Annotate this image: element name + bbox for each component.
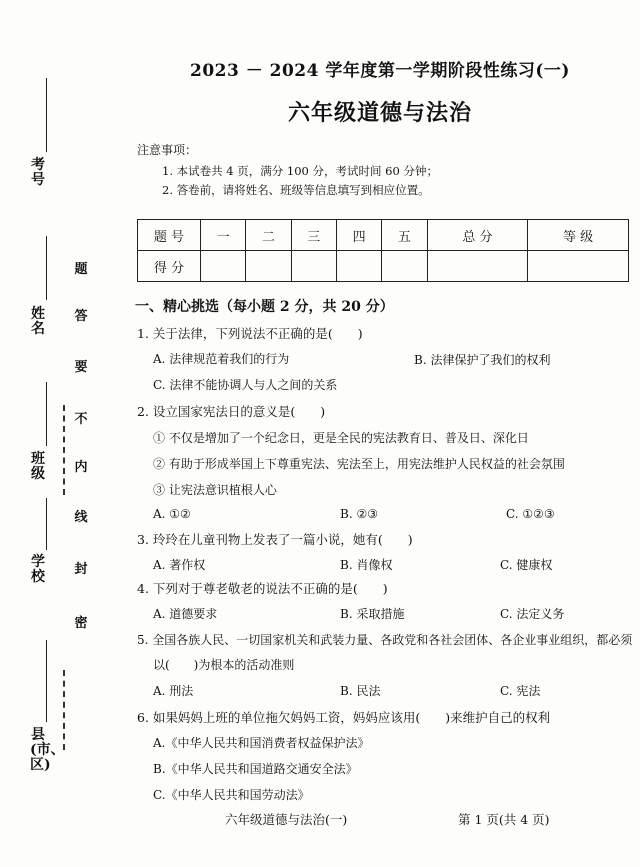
- score-cell[interactable]: [382, 251, 427, 282]
- exam-term-title: 2023 － 2024 学年度第一学期阶段性练习(一): [190, 61, 570, 81]
- q3-option-c: C. 健康权: [500, 558, 553, 572]
- score-cell[interactable]: [246, 251, 291, 282]
- score-header-cell: 四: [336, 220, 381, 251]
- seal-text: [73, 0, 89, 867]
- q2-option-b: B. ②③: [340, 507, 378, 521]
- q6-option-b: B.《中华人民共和国道路交通安全法》: [153, 762, 358, 776]
- exam-no-line: [46, 78, 47, 152]
- q1-option-a: A. 法律规范着我们的行为: [153, 352, 290, 366]
- name-label: 姓名: [31, 306, 45, 337]
- question-3: 3. 玲玲在儿童刊物上发表了一篇小说，她有( ): [137, 532, 413, 547]
- score-header-cell: 等 级: [528, 220, 629, 251]
- q4-option-b: B. 采取措施: [340, 607, 405, 621]
- q2-option-c: C. ①②③: [506, 507, 555, 521]
- notice-heading: 注意事项：: [137, 143, 198, 157]
- school-line: [46, 498, 47, 550]
- score-cell[interactable]: [291, 251, 336, 282]
- score-cell[interactable]: [201, 251, 246, 282]
- score-header-cell: 三: [291, 220, 336, 251]
- q5-option-c: C. 宪法: [500, 684, 541, 698]
- score-cell[interactable]: [336, 251, 381, 282]
- q2-statement-3: ③ 让宪法意识植根人心: [153, 483, 277, 497]
- q3-option-b: B. 肖像权: [340, 558, 393, 572]
- seal-dash-lower: [63, 670, 65, 750]
- seal-char: 题: [74, 262, 88, 277]
- score-header-cell: 总 分: [427, 220, 528, 251]
- school-label: 学校: [31, 554, 45, 585]
- q4-option-a: A. 道德要求: [153, 607, 218, 621]
- q2-statement-1: ① 不仅是增加了一个纪念日，更是全民的宪法教育日、普及日、深化日: [153, 431, 529, 445]
- question-5: 5. 全国各族人民、一切国家机关和武装力量、各政党和各社会团体、各企业事业组织，都必须: [137, 633, 633, 647]
- exam-no-label: 考号: [31, 157, 45, 188]
- q6-option-c: C.《中华人民共和国劳动法》: [153, 788, 310, 802]
- q2-statement-2: ② 有助于形成举国上下尊重宪法、宪法至上，用宪法维护人民权益的社会氛围: [153, 457, 565, 471]
- q2-option-a: A. ①②: [153, 507, 191, 521]
- question-2: 2. 设立国家宪法日的意义是( ): [137, 404, 326, 419]
- score-header-cell: 题 号: [138, 220, 201, 251]
- score-table-header-row: [138, 220, 629, 251]
- score-row-label: 得 分: [138, 251, 201, 282]
- q6-option-a: A.《中华人民共和国消费者权益保护法》: [153, 736, 370, 750]
- seal-char: 答: [74, 309, 88, 324]
- question-4: 4. 下列对于尊老敬老的说法不正确的是( ): [137, 581, 388, 596]
- seal-char: 密: [74, 616, 88, 631]
- q1-option-c: C. 法律不能协调人与人之间的关系: [153, 378, 338, 392]
- class-label: 班级: [31, 451, 45, 482]
- seal-char: 线: [74, 510, 88, 525]
- seal-dash-upper: [63, 405, 65, 495]
- question-5-line-2: 以( )为根本的活动准则: [153, 658, 295, 672]
- name-line: [46, 236, 47, 300]
- q4-option-c: C. 法定义务: [500, 607, 565, 621]
- score-header-cell: 一: [201, 220, 246, 251]
- class-line: [46, 382, 47, 446]
- seal-char: 内: [74, 460, 88, 475]
- q3-option-a: A. 著作权: [153, 558, 206, 572]
- score-table: [137, 219, 629, 282]
- seal-char: 不: [74, 412, 88, 427]
- q1-option-b: B. 法律保护了我们的权利: [414, 353, 551, 367]
- notice-item-2: 2. 答卷前，请将姓名、班级等信息填写到相应位置。: [162, 183, 430, 197]
- score-header-cell: 二: [246, 220, 291, 251]
- question-6: 6. 如果妈妈上班的单位拖欠妈妈工资，妈妈应该用( )来维护自己的权利: [137, 710, 551, 725]
- score-header-cell: 五: [382, 220, 427, 251]
- score-cell[interactable]: [528, 251, 629, 282]
- q5-option-a: A. 刑法: [153, 684, 194, 698]
- seal-char: 封: [74, 562, 88, 577]
- section-1-title: 一、精心挑选（每小题 2 分，共 20 分）: [135, 299, 394, 315]
- footer-page-number: 第 1 页(共 4 页): [458, 812, 550, 827]
- question-1: 1. 关于法律，下列说法不正确的是( ): [137, 326, 363, 341]
- county-label: 县(市、区): [30, 727, 65, 773]
- score-cell[interactable]: [427, 251, 528, 282]
- q5-option-b: B. 民法: [340, 684, 381, 698]
- score-table-score-row: [138, 251, 629, 282]
- footer-subject: 六年级道德与法治(一): [225, 812, 348, 827]
- county-line: [46, 640, 47, 722]
- notice-item-1: 1. 本试卷共 4 页，满分 100 分，考试时间 60 分钟；: [162, 164, 438, 178]
- subject-title: 六年级道德与法治: [287, 100, 472, 126]
- seal-char: 要: [74, 360, 88, 375]
